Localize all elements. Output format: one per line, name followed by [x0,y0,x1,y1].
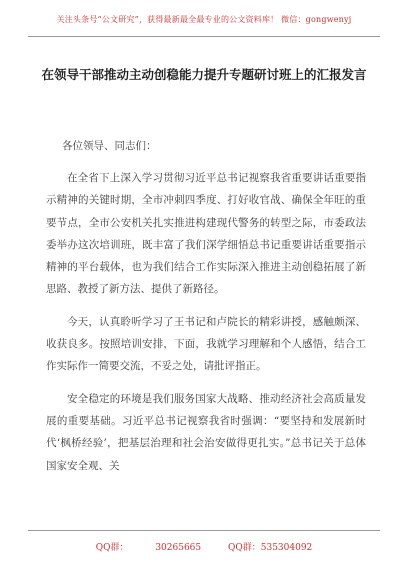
paragraph-1: 在全省下上深入学习贯彻习近平总书记视察我省重要讲话重要指示精神的关键时期，全市冲刺四季度、打好收官战、确保全年旺的重要节点，全市公安机关扎实推进构建现代警务的转型之际，市委政法委举办这次培训班，既丰富了我们深学细悟总书记重要讲话重要指示精神的平台载体，也为我们结合工作实际深入推进主动创稳拓展了新思路、教授了新方法、提供了新路径。 [46,172,366,296]
footer-qq-groups: QQ群： 30265665 QQ群：535304092 [95,543,313,553]
footer-divider [28,530,380,531]
paragraph-2: 今天，认真聆听学习了王书记和卢院长的精彩讲授，感触颇深、收获良多。按照培训安排，下面，我就学习理解和个人感悟，结合工作实际作一简要交流，不妥之处，请批评指正。 [46,315,366,373]
paragraph-3: 安全稳定的环境是我们服务国家大战略、推动经济社会高质量发展的重要基础。习近平总书记视察我省时强调：“要坚持和发展新时代‘枫桥经验’，把基层治理和社会治安做得更扎实。”总书记关于总体国家安全观、关 [46,392,366,472]
document-title: 在领导干部推动主动创稳能力提升专题研讨班上的汇报发言 [41,67,367,82]
salutation: 各位领导、同志们： [62,140,157,152]
header-divider [28,36,380,37]
header-promo-text: 关注头条号“公文研究”，获得最新最全最专业的公文资料库！ 微信：gongwenyj [56,15,352,24]
document-body [46,138,366,487]
